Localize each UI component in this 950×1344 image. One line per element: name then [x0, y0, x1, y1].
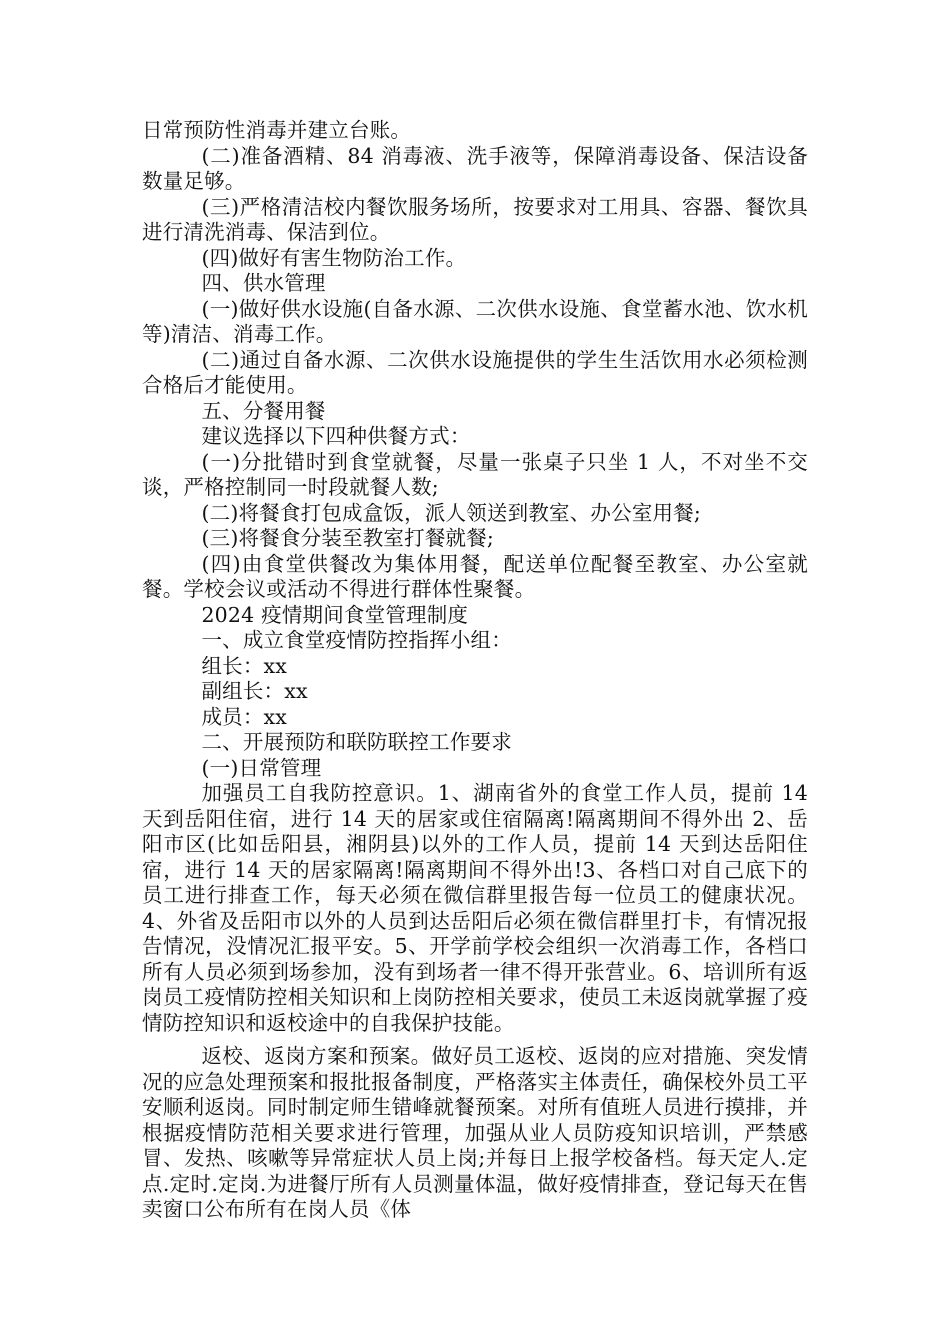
- paragraph: (一)分批错时到食堂就餐，尽量一张桌子只坐 1 人，不对坐不交谈，严格控制同一时段就餐人数;: [142, 449, 808, 499]
- paragraph: 返校、返岗方案和预案。做好员工返校、返岗的应对措施、突发情况的应急处理预案和报批报备制度，严格落实主体责任，确保校外员工平安顺利返岗。同时制定师生错峰就餐预案。对所有值班人员进行摸排，并根据疫情防范相关要求进行管理，加强从业人员防疫知识培训，严禁感冒、发热、咳嗽等异常症状人员上岗;并每日上报学校备档。每天定人.定点.定时.定岗.为进餐厅所有人员测量体温，做好疫情排查，登记每天在售卖窗口公布所有在岗人员《体: [142, 1044, 808, 1221]
- section-heading: 五、分餐用餐: [201, 398, 326, 423]
- paragraph: (三)严格清洁校内餐饮服务场所，按要求对工用具、容器、餐饮具进行清洗消毒、保洁到位。: [142, 194, 808, 244]
- section-heading: 二、开展预防和联防联控工作要求: [201, 730, 512, 754]
- document-body: [142, 118, 808, 1223]
- paragraph: (二)准备酒精、84 消毒液、洗手液等，保障消毒设备、保洁设备数量足够。: [142, 143, 808, 193]
- paragraph: (四)由食堂供餐改为集体用餐，配送单位配餐至教室、办公室就餐。学校会议或活动不得进行群体性聚餐。: [142, 551, 808, 601]
- document-title: 2024 疫情期间食堂管理制度: [201, 602, 469, 627]
- section-heading: 一、成立食堂疫情防控指挥小组：: [201, 628, 512, 652]
- paragraph: (二)通过自备水源、二次供水设施提供的学生生活饮用水必须检测合格后才能使用。: [142, 347, 808, 397]
- subsection-heading: (一)日常管理: [201, 755, 322, 780]
- paragraph: 副组长：xx: [201, 679, 308, 703]
- paragraph: 成员：xx: [201, 704, 288, 729]
- paragraph: (一)做好供水设施(自备水源、二次供水设施、食堂蓄水池、饮水机等)清洁、消毒工作。: [142, 296, 808, 346]
- paragraph: (三)将餐食分装至教室打餐就餐;: [201, 526, 495, 550]
- paragraph: 组长：xx: [201, 653, 288, 678]
- paragraph: 日常预防性消毒并建立台账。: [142, 118, 412, 142]
- paragraph: (二)将餐食打包成盒饭，派人领送到教室、办公室用餐;: [201, 500, 702, 525]
- paragraph: 建议选择以下四种供餐方式：: [201, 424, 471, 448]
- paragraph: (四)做好有害生物防治工作。: [201, 245, 467, 270]
- section-heading: 四、供水管理: [201, 271, 326, 295]
- paragraph: 加强员工自我防控意识。1、湖南省外的食堂工作人员，提前 14 天到岳阳住宿，进行 14 天的居家或住宿隔离!隔离期间不得外出 2、岳阳市区(比如岳阳县，湘阴县)以外的工作人员，提前 14 天到达岳阳住宿，进行 14 天的居家隔离!隔离期间不得外出!3、各档口对自己底下的员工进行排查工作，每天必须在微信群里报告每一位员工的健康状况。4、外省及岳阳市以外的人员到达岳阳后必须在微信群里打卡，有情况报告情况，没情况汇报平安。5、开学前学校会组织一次消毒工作，各档口所有人员必须到场参加，没有到场者一律不得开张营业。6、培训所有返岗员工疫情防控相关知识和上岗防控相关要求，使员工未返岗就掌握了疫情防控知识和返校途中的自我保护技能。: [142, 781, 808, 1035]
